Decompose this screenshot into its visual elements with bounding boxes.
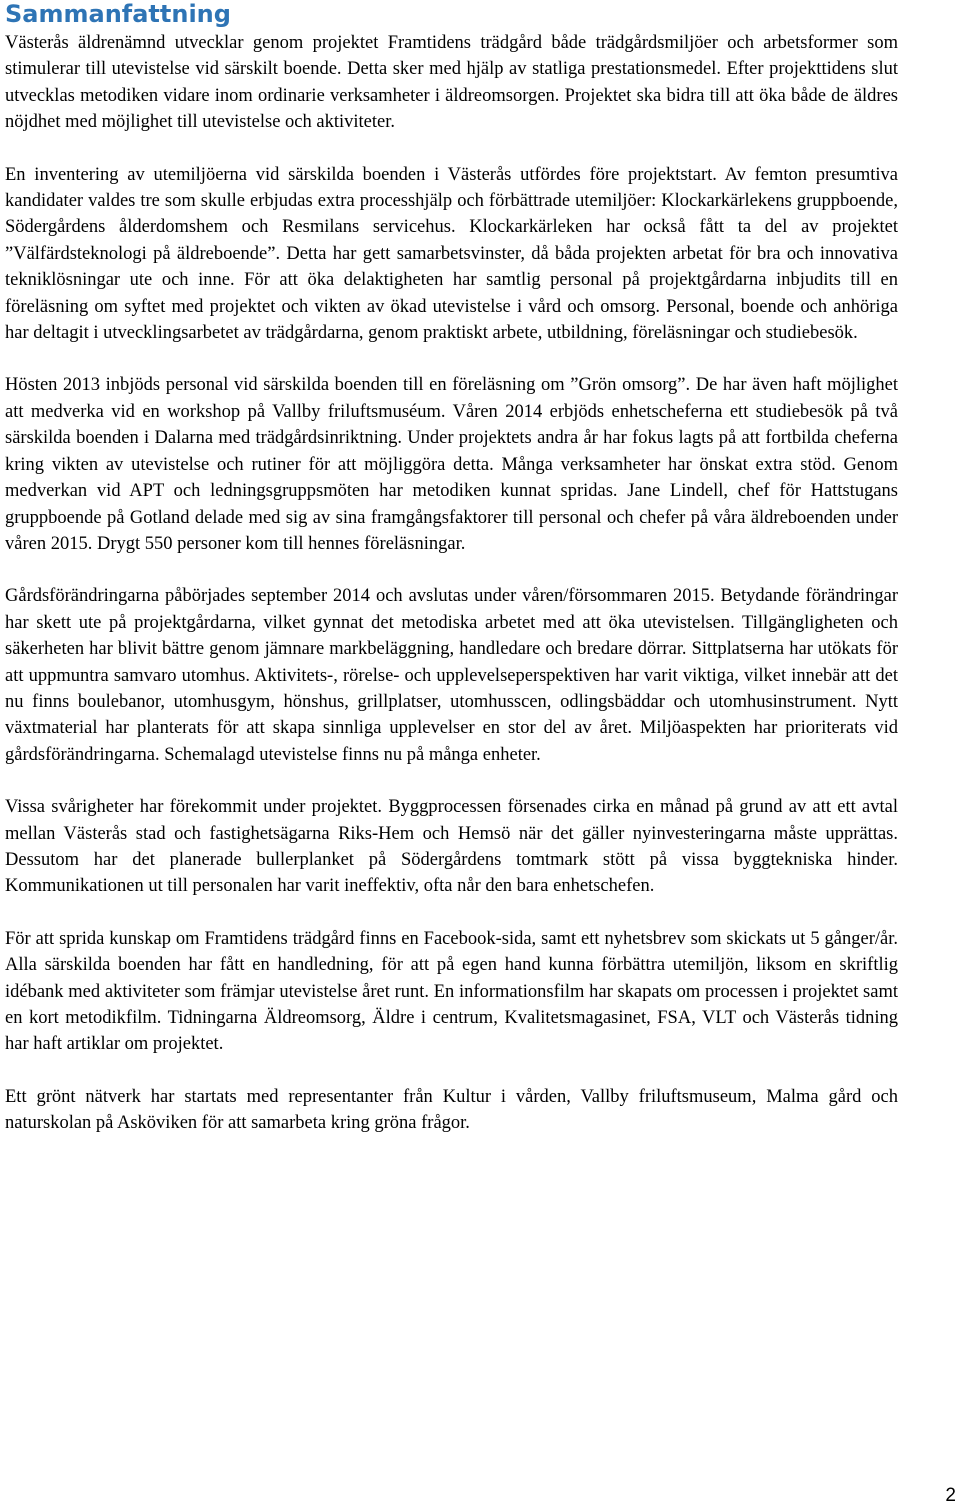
paragraph-spacer [5,136,898,162]
paragraph-education: Hösten 2013 inbjöds personal vid särskilda boenden till en föreläsning om ”Grön omsorg”. De har även haft möjlighet att medverka vid en workshop på Vallby friluftsmuséum. Våren 2014 erbjöds enhetscheferna ett studiebesök på två särskilda boenden i Dalarna med trädgårdsinriktning. Under projektets andra år har fokus lagts på att fortbilda cheferna kring vikten av utevistelse och rutiner för att möjliggöra detta. Många verksamheter har önskat extra stöd. Genom medverkan vid APT och ledningsgruppsmöten har metodiken kunnat spridas. Jane Lindell, chef för Hattstugans gruppboende på Gotland delade med sig av sina framgångsfaktorer till personal och chefer på våra äldreboenden under våren 2015. Drygt 550 personer kom till hennes föreläsningar. [5,375,898,554]
paragraph-garden-changes: Gårdsförändringarna påbörjades september 2014 och avslutas under våren/försommaren 2015. Betydande förändringar har skett ute på projektgårdarna, vilket gynnat det metodiska arbetet med att öka utevistelsen. Tillgängligheten och säkerheten har blivit bättre genom jämnare markbeläggning, handledare och bredare dörrar. Sittplatserna har utökats för att uppmuntra samvaro utomhus. Aktivitets-, rörelse- och upplevelseperspektiven har varit viktiga, vilket innebär att det nu finns boulebanor, utomhusgym, hönshus, grillplatser, utomhusscen, odlingsbäddar och utomhusinstrument. Nytt växtmaterial har planterats för att skapa sinnliga upplevelser en stor del av året. Miljöaspekten har prioriterats vid gårdsförändringarna. Schemalagd utevistelse finns nu på många enheter. [5,586,898,765]
paragraph-spacer [5,768,898,794]
paragraph-summary: Västerås äldrenämnd utvecklar genom projektet Framtidens trädgård både trädgårdsmiljöer och arbetsformer som stimulerar till utevistelse vid särskilt boende. Detta sker med hjälp av statliga prestationsmedel. Efter projekttidens slut utvecklas metodiken vidare inom ordinarie verksamheter i äldreomsorgen. Projektet ska bidra till att öka både de äldres nöjdhet med möjlighet till utevistelse och aktiviteter. [5,33,898,133]
paragraph-spacer [5,557,898,583]
page-title: Sammanfattning [5,0,231,28]
paragraph-spacer [5,1058,898,1084]
paragraph-network: Ett grönt nätverk har startats med representanter från Kultur i vården, Vallby friluftsmuseum, Malma gård och naturskolan på Asköviken för att samarbeta kring gröna frågor. [5,1086,898,1134]
paragraph-spacer [5,346,898,372]
paragraph-communication: För att sprida kunskap om Framtidens trädgård finns en Facebook-sida, samt ett nyhetsbrev som skickats ut 5 gånger/år. Alla särskilda boenden har fått en handledning, för att på egen hand kunna förbättra utemiljön, liksom en skriftlig idébank med aktiviteter som främjar utevistelse året runt. En informationsfilm har skapats om processen i projektet samt en kort metodikfilm. Tidningarna Äldreomsorg, Äldre i centrum, Kvalitetsmagasinet, FSA, VLT och Västerås tidning har haft artiklar om projektet. [5,928,898,1055]
paragraph-difficulties: Vissa svårigheter har förekommit under projektet. Byggprocessen försenades cirka en månad på grund av att ett avtal mellan Västerås stad och fastighetsägarna Riks-Hem och Hemsö när det gäller nyinvesteringarna måste upprättas. Dessutom har det planerade bullerplanket på Södergårdens tomtmark stött på vissa byggtekniska hinder. Kommunikationen ut till personalen har varit ineffektiv, ofta når den bara enhetschefen. [5,797,898,897]
paragraph-inventory: En inventering av utemiljöerna vid särskilda boenden i Västerås utfördes före projektstart. Av femton presumtiva kandidater valdes tre som skulle erbjudas extra processhjälp och förbättrade utemiljöer: Klockarkärlekens gruppboende, Södergårdens ålderdomshem och Resmilans servicehus. Klockarkärleken har också fått ta del av projektet ”Välfärdsteknologi på äldreboende”. Detta har gett samarbetsvinster, då båda projekten arbetat för bra och innovativa tekniklösningar ute och inne. För att öka delaktigheten har samtlig personal på projektgårdarna inbjudits till en föreläsning om syftet med projektet och vikten av ökad utevistelse i vård och omsorg. Personal, boende och anhöriga har deltagit i utvecklingsarbetet av trädgårdarna, genom praktiskt arbete, utbildning, föreläsningar och studiebesök. [5,164,898,344]
paragraph-spacer [5,900,898,926]
document-page [5,0,898,1137]
page-number: 2 [945,1485,956,1506]
